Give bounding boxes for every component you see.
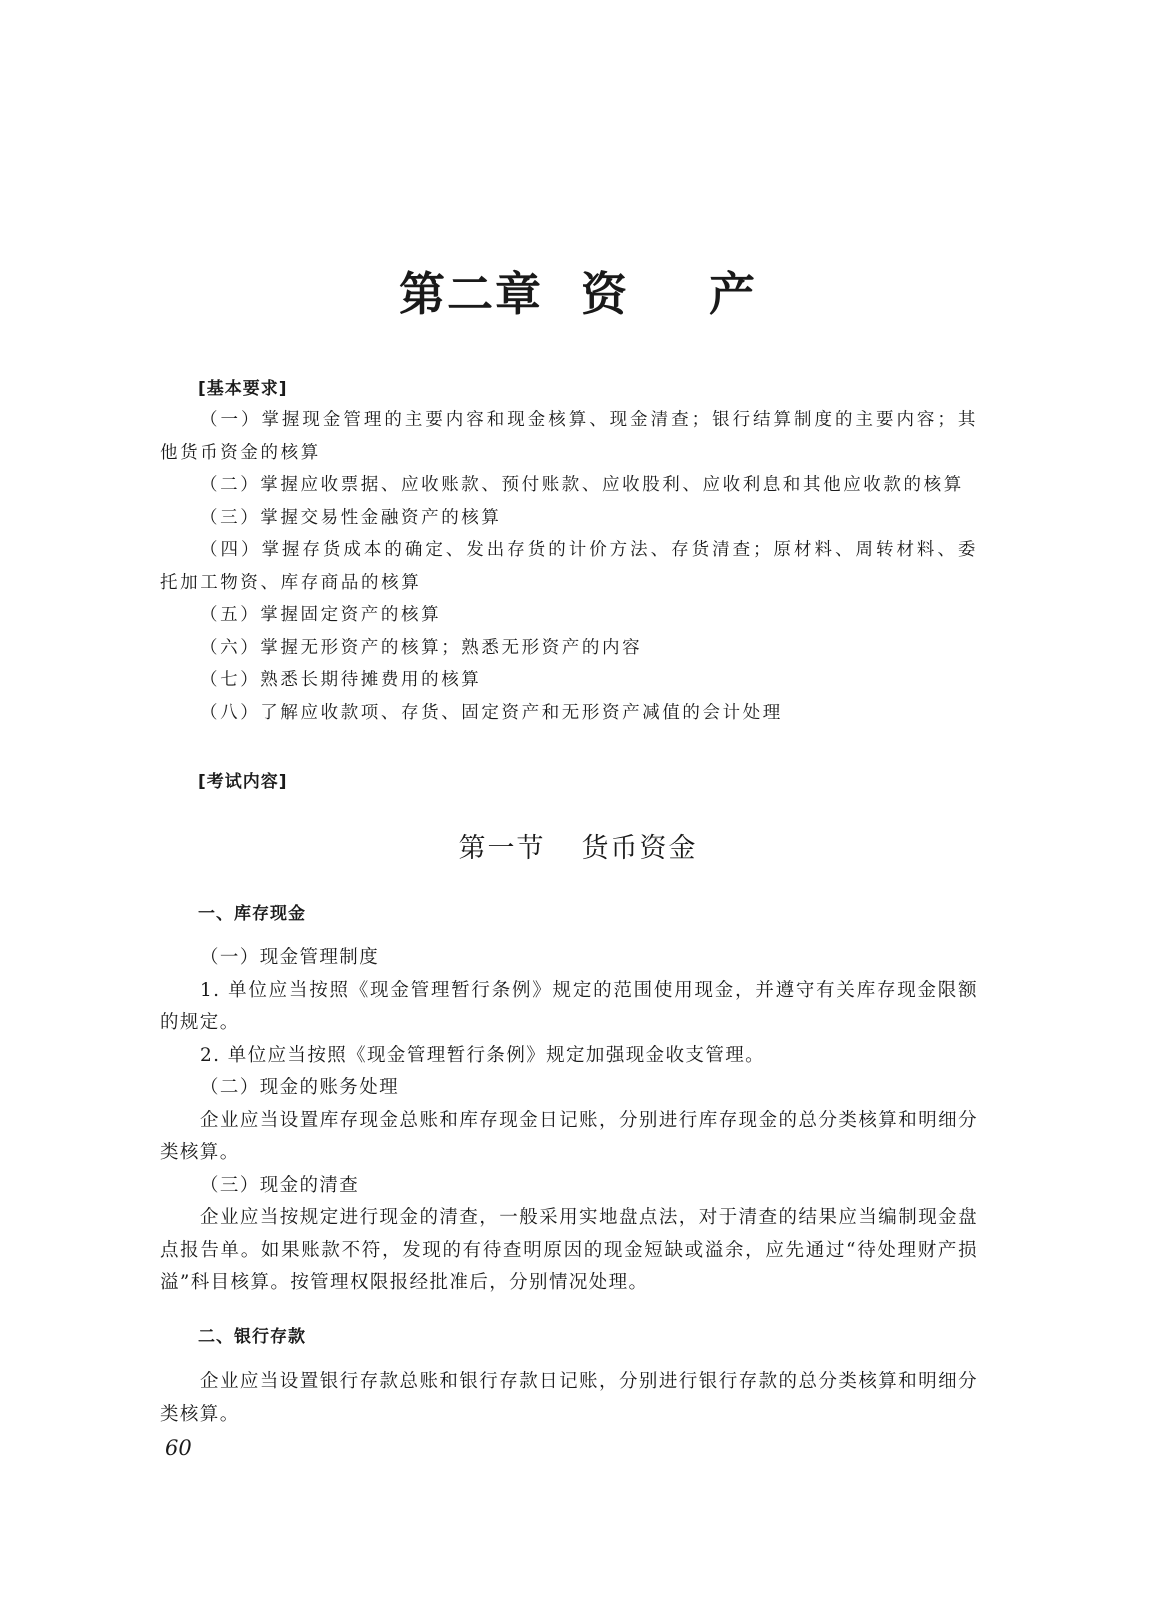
- requirement-item: （六）掌握无形资产的核算；熟悉无形资产的内容: [200, 637, 643, 658]
- chapter-title: [0, 258, 1156, 324]
- basic-requirements-label: [基本要求]: [198, 379, 288, 399]
- requirement-item: （七）熟悉长期待摊费用的核算: [200, 670, 482, 690]
- cash-paragraph: 企业应当按规定进行现金的清查，一般采用实地盘点法，对于清查的结果应当编制现金盘点报告单。如果账款不符，发现的有待查明原因的现金短缺或溢余，应先通过“待处理财产损溢”科目核算。按管理权限报经批准后，分别情况处理。: [160, 1207, 978, 1293]
- requirement-item: （二）掌握应收票据、应收账款、预付账款、应收股利、应收利息和其他应收款的核算: [200, 475, 964, 495]
- chapter-title-word-2: 产: [709, 267, 757, 321]
- page-number: 60: [165, 1436, 192, 1460]
- section-title-text: 货币资金: [581, 833, 698, 864]
- cash-paragraph: 2. 单位应当按照《现金管理暂行条例》规定加强现金收支管理。: [200, 1044, 766, 1066]
- cash-heading: 一、库存现金: [198, 904, 306, 924]
- chapter-title-number: 第二章: [399, 267, 543, 321]
- cash-paragraph: （三）现金的清查: [200, 1174, 360, 1196]
- section-title: [0, 826, 1156, 865]
- requirement-item: （三）掌握交易性金融资产的核算: [200, 507, 502, 528]
- requirements-list: [160, 404, 978, 729]
- requirement-item: （八）了解应收款项、存货、固定资产和无形资产减值的会计处理: [200, 702, 783, 723]
- exam-content-label: [考试内容]: [198, 772, 288, 792]
- cash-body: [160, 942, 978, 1300]
- section-title-number: 第一节: [458, 833, 546, 864]
- cash-paragraph: 企业应当设置库存现金总账和库存现金日记账，分别进行库存现金的总分类核算和明细分类核算。: [160, 1109, 978, 1163]
- bank-heading: 二、银行存款: [198, 1327, 306, 1347]
- cash-paragraph: （二）现金的账务处理: [200, 1077, 400, 1098]
- requirement-item: （五）掌握固定资产的核算: [200, 605, 442, 625]
- bank-paragraph: 企业应当设置银行存款总账和银行存款日记账，分别进行银行存款的总分类核算和明细分类核算。: [160, 1371, 978, 1425]
- bank-body: [160, 1366, 978, 1431]
- cash-paragraph: 1. 单位应当按照《现金管理暂行条例》规定的范围使用现金，并遵守有关库存现金限额的规定。: [160, 979, 978, 1033]
- cash-paragraph: （一）现金管理制度: [200, 947, 380, 968]
- requirement-item: （四）掌握存货成本的确定、发出存货的计价方法、存货清查；原材料、周转材料、委托加工物资、库存商品的核算: [160, 540, 978, 593]
- requirement-item: （一）掌握现金管理的主要内容和现金核算、现金清查；银行结算制度的主要内容；其他货币资金的核算: [160, 410, 978, 463]
- chapter-title-word-1: 资: [581, 267, 629, 321]
